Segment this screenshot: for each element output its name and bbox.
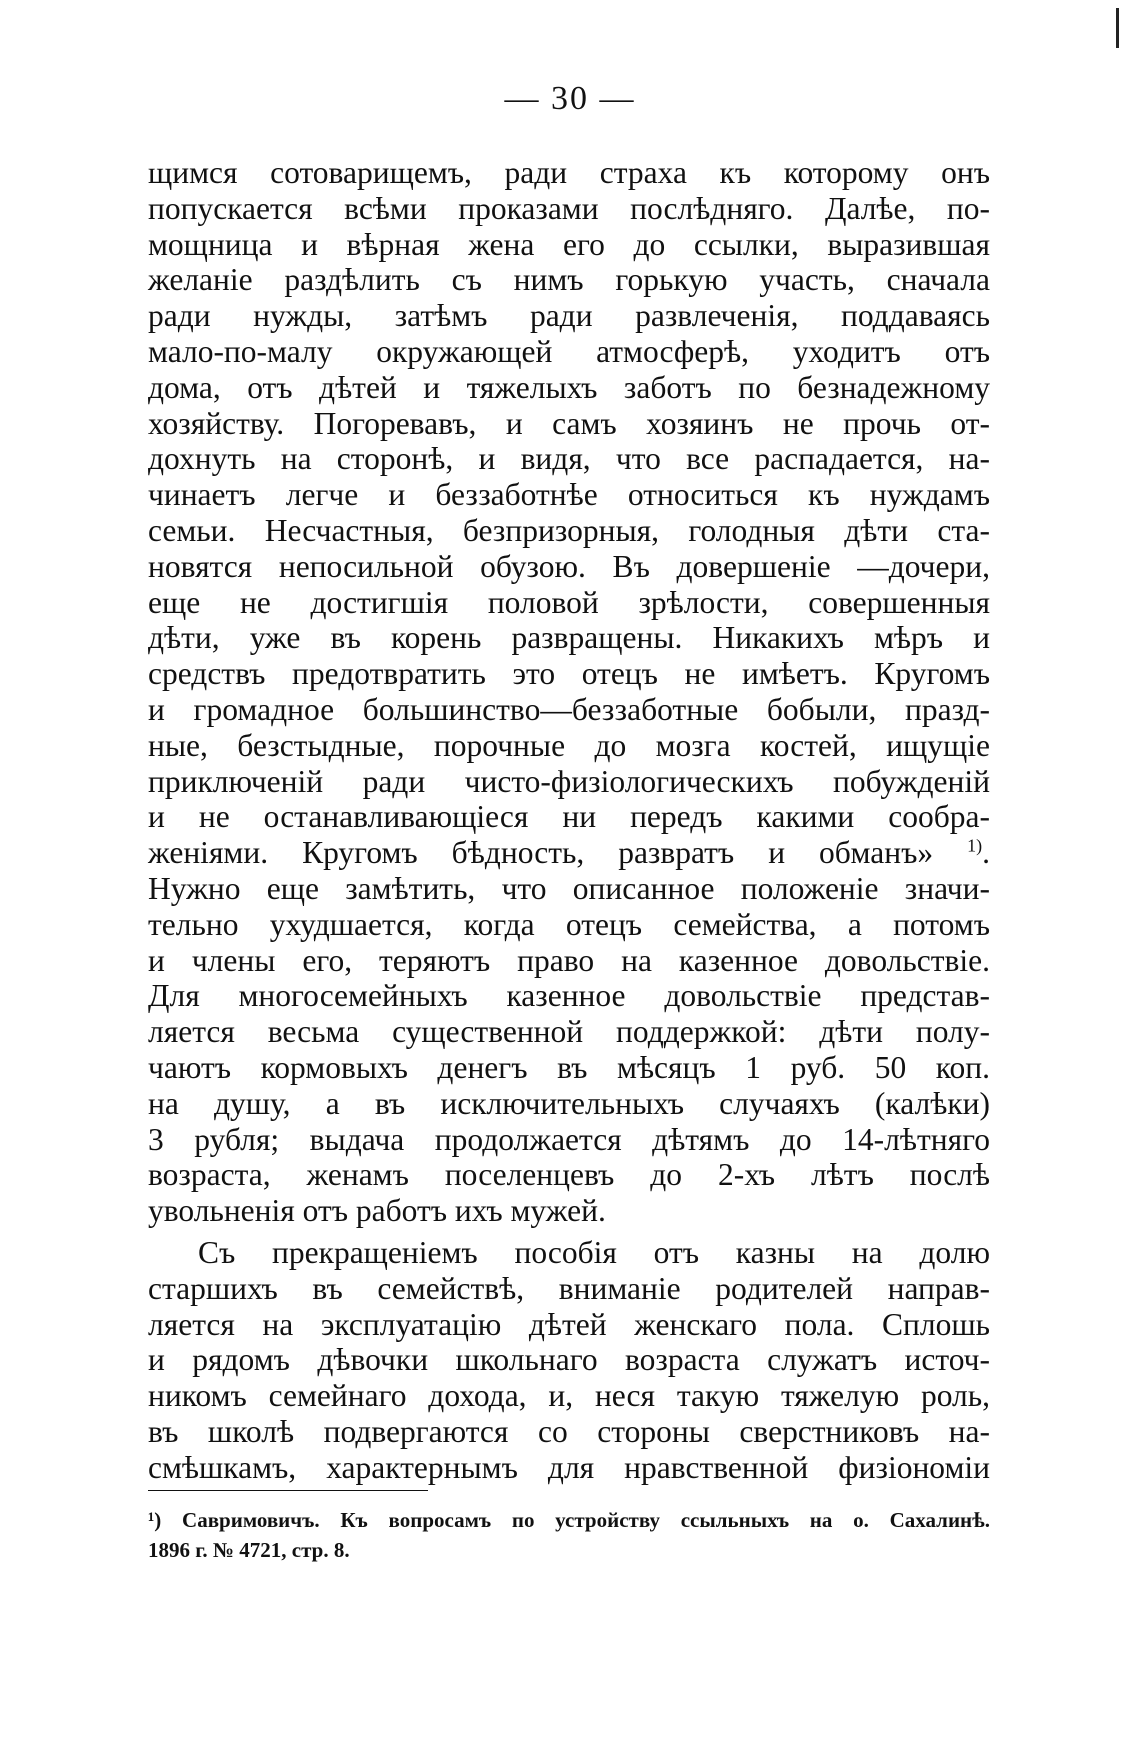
text-line: щимся сотоварищемъ, ради страха къ которому онъ: [148, 155, 990, 190]
text-line: мало-по-малу окружающей атмосферѣ, уходитъ отъ: [148, 333, 990, 369]
footnote-text: Савримовичъ. Къ вопросамъ по устройству ссыльныхъ на о. Сахалинѣ.: [182, 1508, 991, 1532]
text-line: ради нужды, затѣмъ ради развлеченія, поддаваясь: [148, 298, 990, 334]
footnote-marker: ¹): [148, 1508, 162, 1532]
text-line: тельно ухудшается, когда отецъ семейства, а потомъ: [148, 906, 990, 942]
text-line: хозяйству. Погоревавъ, и самъ хозяинъ не прочь от-: [148, 405, 990, 441]
text-line: семьи. Несчастныя, безпризорныя, голодныя дѣти ста-: [148, 512, 990, 548]
text-line: 3 рубля; выдача продолжается дѣтямъ до 14-лѣтняго: [148, 1121, 990, 1157]
text-line: приключеній ради чисто-физіологическихъ побужденій: [148, 763, 990, 799]
footnote-divider: [148, 1490, 428, 1491]
text-line: желаніе раздѣлить съ нимъ горькую участь, сначала: [148, 262, 990, 298]
text-line: мощница и вѣрная жена его до ссылки, выразившая: [148, 226, 990, 262]
text-line: увольненія отъ работъ ихъ мужей.: [148, 1193, 606, 1229]
text-line: и члены его, теряютъ право на казенное довольствіе.: [148, 942, 990, 978]
footnote-line: 1896 г. № 4721, стр. 8.: [148, 1538, 350, 1562]
text-line: ляется весьма существенной поддержкой: дѣти полу-: [148, 1014, 990, 1050]
text-line: старшихъ въ семействѣ, вниманіе родителей направ-: [148, 1270, 990, 1306]
text-line: ляется на эксплуатацію дѣтей женскаго пола. Сплошь: [148, 1306, 990, 1342]
text-fragment: женіями. Кругомъ бѣдность, развратъ и обманъ»: [148, 835, 934, 871]
text-line: возраста, женамъ поселенцевъ до 2-хъ лѣтъ послѣ: [148, 1157, 990, 1193]
text-line: и рядомъ дѣвочки школьнаго возраста служатъ источ-: [148, 1342, 990, 1378]
text-line: никомъ семейнаго дохода, и, неся такую тяжелую роль,: [148, 1378, 990, 1414]
text-line-with-footnote-ref: [148, 835, 990, 871]
body-text: [148, 155, 990, 1485]
text-line: чинаетъ легче и беззаботнѣе относиться къ нуждамъ: [148, 477, 990, 513]
text-line: и громадное большинство—беззаботные бобыли, празд-: [148, 691, 990, 727]
punctuation: .: [982, 835, 990, 871]
footnote: [148, 1505, 990, 1565]
text-line: новятся непосильной обузою. Въ довершеніе —дочери,: [148, 548, 990, 584]
text-line: дохнуть на сторонѣ, и видя, что все распадается, на-: [148, 441, 990, 477]
text-line: Для многосемейныхъ казенное довольствіе представ-: [148, 978, 990, 1014]
text-line: попускается всѣми проказами послѣдняго. Далѣе, по-: [148, 190, 990, 226]
text-line: дома, отъ дѣтей и тяжелыхъ заботъ по безнадежному: [148, 369, 990, 405]
footnote-reference: 1): [967, 835, 983, 856]
text-line: смѣшкамъ, характернымъ для нравственной физіономіи: [148, 1449, 990, 1485]
text-line: чаютъ кормовыхъ денегъ въ мѣсяцъ 1 руб. 50 коп.: [148, 1049, 990, 1085]
scan-edge-mark: [1116, 8, 1119, 48]
text-line: средствъ предотвратить это отецъ не имѣетъ. Кругомъ: [148, 656, 990, 692]
text-line: и не останавливающіеся ни передъ какими сообра-: [148, 799, 990, 835]
text-line: ные, безстыдные, порочные до мозга костей, ищущіе: [148, 727, 990, 763]
text-line: дѣти, уже въ корень развращены. Никакихъ мѣръ и: [148, 620, 990, 656]
text-line: въ школѣ подвергаются со стороны сверстниковъ на-: [148, 1413, 990, 1449]
text-line: еще не достигшія половой зрѣлости, совершенныя: [148, 584, 990, 620]
text-line: Нужно еще замѣтить, что описанное положеніе значи-: [148, 870, 990, 906]
text-line: Съ прекращеніемъ пособія отъ казны на долю: [198, 1234, 990, 1270]
page-number: — 30 —: [504, 80, 636, 117]
text-line: на душу, а въ исключительныхъ случаяхъ (калѣки): [148, 1085, 990, 1121]
footnote-line: [148, 1505, 990, 1535]
